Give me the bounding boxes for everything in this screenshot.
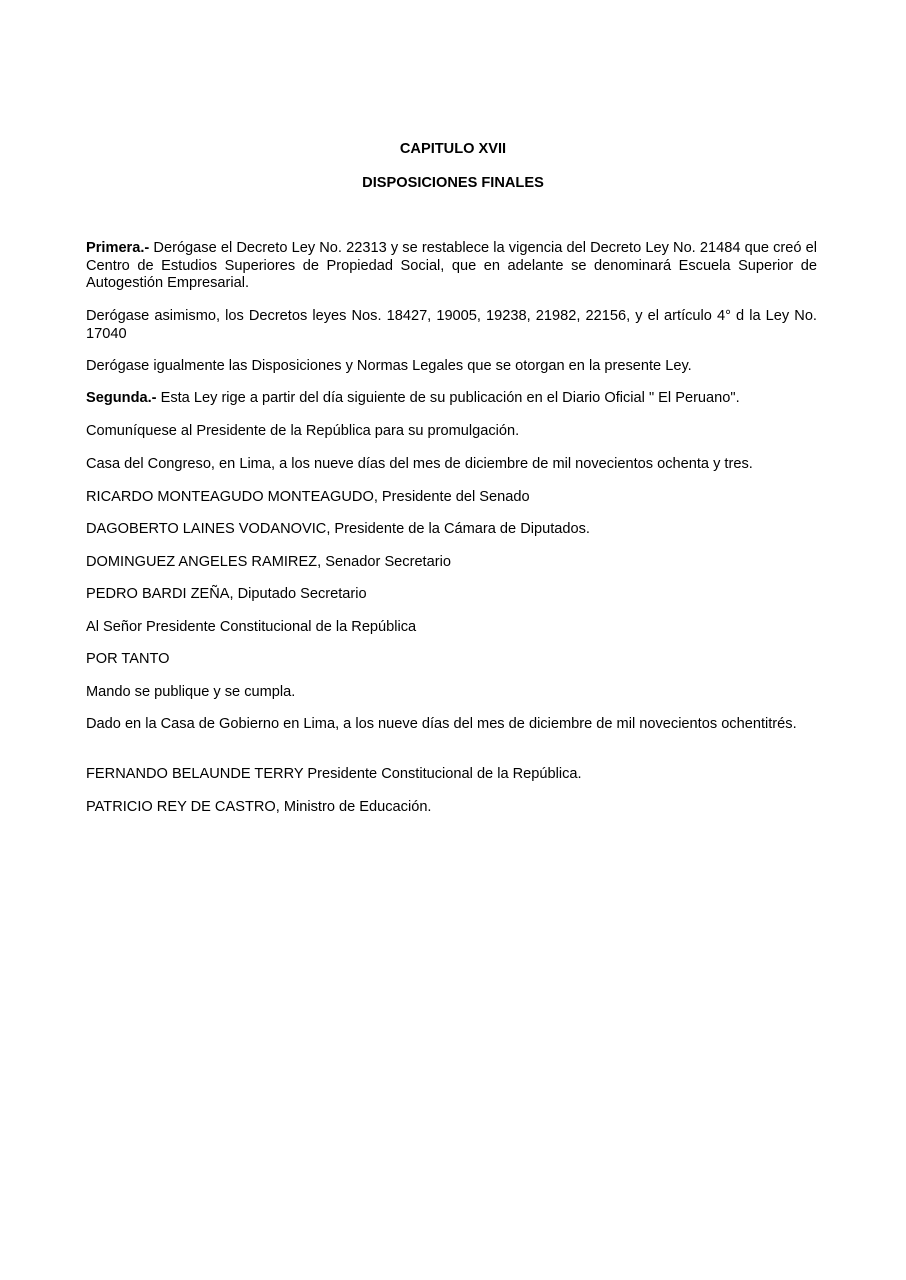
article-lead: Segunda.- xyxy=(86,390,157,406)
paragraph: POR TANTO xyxy=(86,651,170,667)
paragraph-text: Esta Ley rige a partir del día siguiente de su publicación en el Diario Oficial " El Peruano". xyxy=(156,390,740,406)
paragraph-segunda xyxy=(86,390,817,408)
paragraph: Al Señor Presidente Constitucional de la República xyxy=(86,619,417,635)
paragraph: Casa del Congreso, en Lima, a los nueve días del mes de diciembre de mil novecientos ochenta y tres. xyxy=(86,456,753,472)
signatory-line: DAGOBERTO LAINES VODANOVIC, Presidente de la Cámara de Diputados. xyxy=(86,521,590,537)
paragraph-text: Derógase el Decreto Ley No. 22313 y se restablece la vigencia del Decreto Ley No. 21484 que creó el Centro de Estudios Superiores de Propiedad Social, que en adelante se denominará Escuela Superior de Autogestión Empresarial. xyxy=(86,240,817,291)
paragraph: Derógase igualmente las Disposiciones y Normas Legales que se otorgan en la presente Ley. xyxy=(86,358,692,374)
section-title: DISPOSICIONES FINALES xyxy=(362,175,544,191)
signatory-line: DOMINGUEZ ANGELES RAMIREZ, Senador Secretario xyxy=(86,554,451,570)
paragraph: Dado en la Casa de Gobierno en Lima, a los nueve días del mes de diciembre de mil novecientos ochentitrés. xyxy=(86,716,797,732)
chapter-heading: CAPITULO XVII xyxy=(399,141,507,157)
paragraph: Derógase asimismo, los Decretos leyes Nos. 18427, 19005, 19238, 21982, 22156, y el artículo 4° d la Ley No. 17040 xyxy=(86,308,817,342)
paragraph-primera xyxy=(86,240,817,293)
paragraph: Comuníquese al Presidente de la República para su promulgación. xyxy=(86,423,520,439)
article-lead: Primera.- xyxy=(86,240,150,256)
signatory-line: PATRICIO REY DE CASTRO, Ministro de Educación. xyxy=(86,799,432,815)
signatory-line: RICARDO MONTEAGUDO MONTEAGUDO, Presidente del Senado xyxy=(86,489,530,505)
paragraph: Mando se publique y se cumpla. xyxy=(86,684,296,700)
signatory-line: FERNANDO BELAUNDE TERRY Presidente Constitucional de la República. xyxy=(86,766,582,782)
signatory-line: PEDRO BARDI ZEÑA, Diputado Secretario xyxy=(86,586,367,602)
